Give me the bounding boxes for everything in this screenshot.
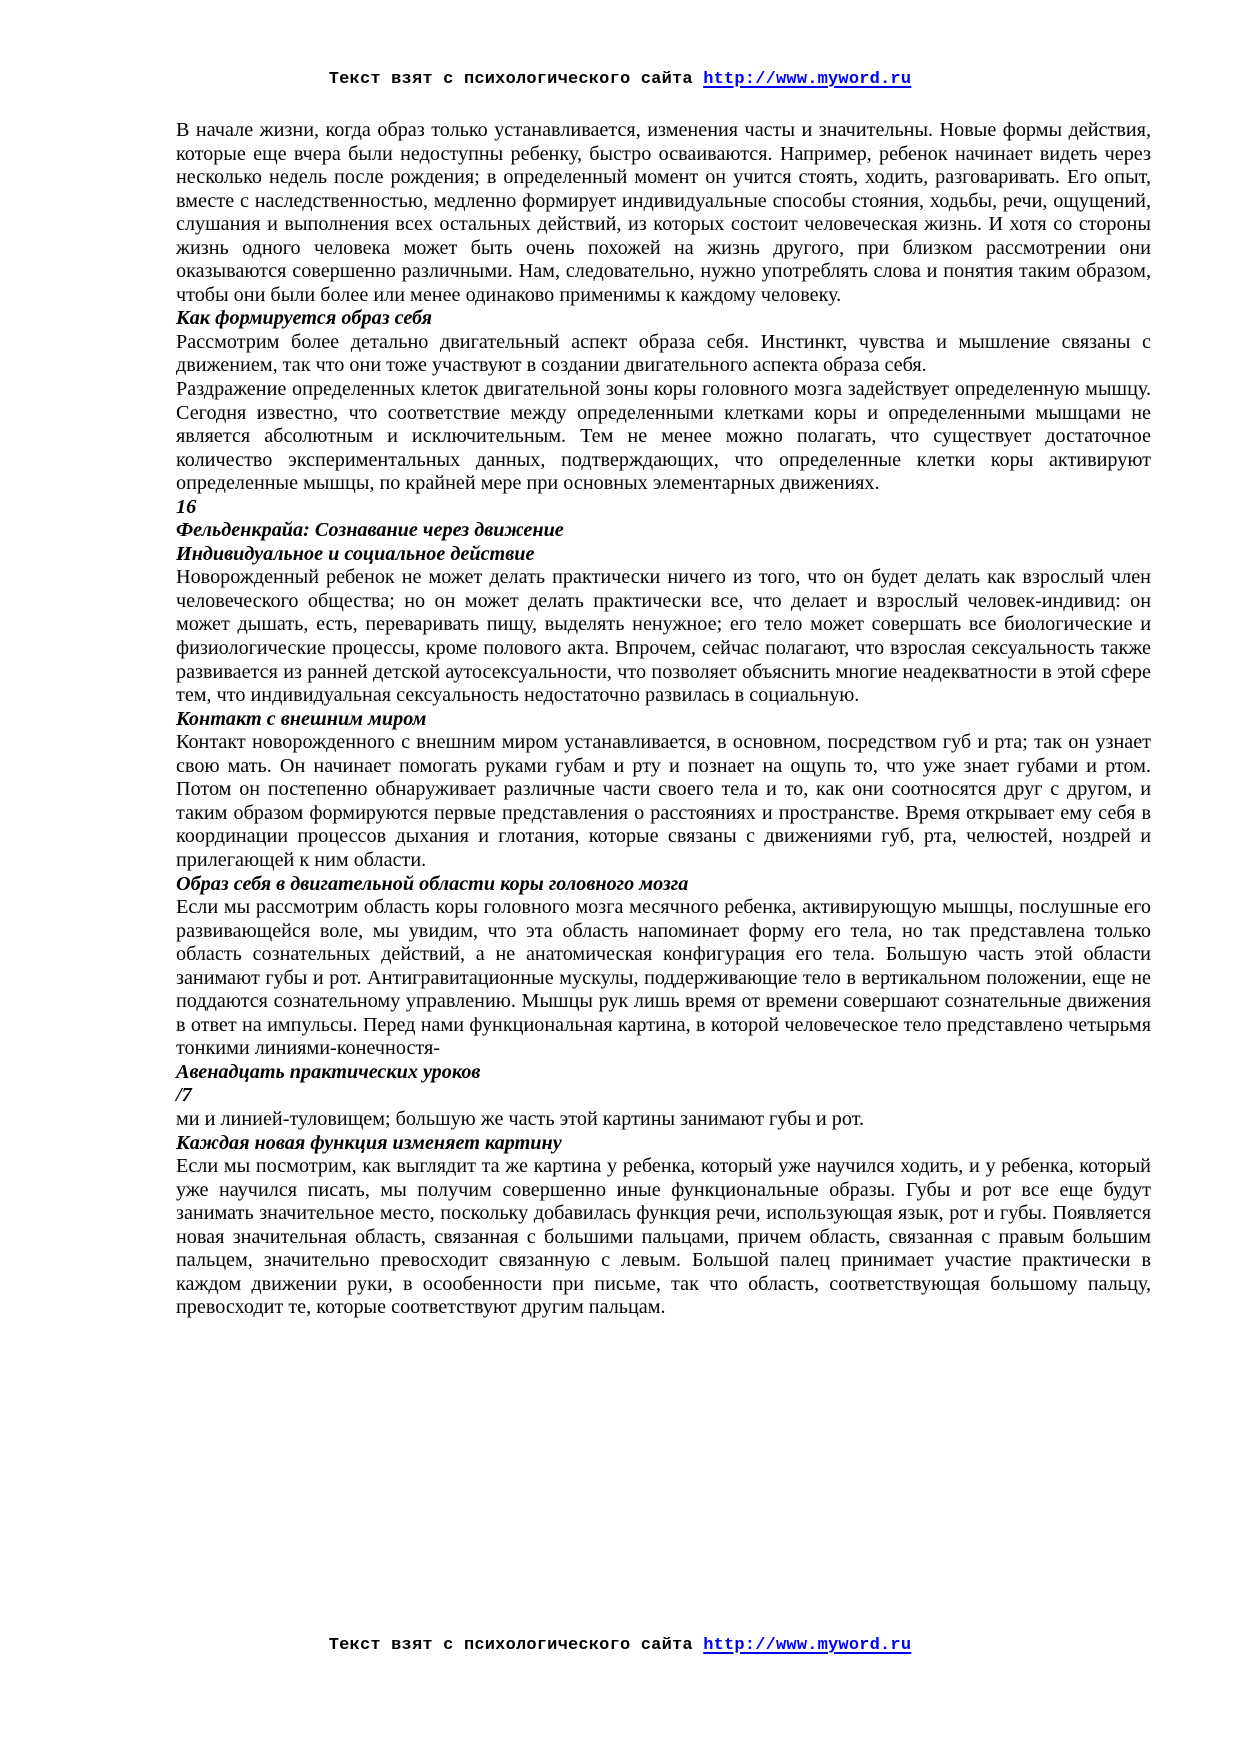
paragraph-cortex-stimulation: Раздражение определенных клеток двигательной зоны коры головного мозга задействует определенную мышцу. Сегодня известно, что соответствие между определенными клетками коры и определенными мышцами не является абсолютным и исключительным. Тем не менее можно полагать, что существует достаточное количество экспериментальных данных, подтверждающих, что определенные клетки коры активируют определенные мышцы, по крайней мере при основных элементарных движениях.	[176, 378, 1151, 495]
section-heading-individual-social: Индивидуальное и социальное действие	[176, 542, 535, 565]
paragraph-motor-cortex: Если мы рассмотрим область коры головного мозга месячного ребенка, активирующую мышцы, послушные его развивающейся воле, мы увидим, что эта область напоминает форму его тела, но так представлена только область сознательных действий, а не анатомическая конфигурация его тела. Большую часть этой области занимают губы и рот. Антигравитационные мускулы, поддерживающие тело в вертикальном положении, еще не поддаются сознательному управлению. Мышцы рук лишь время от времени совершают сознательные движения в ответ на импульсы. Перед нами функциональная картина, в которой человеческое тело представлено четырьмя тонкими линиями-конечностя-	[176, 896, 1151, 1060]
header-source-text: Текст взят с психологического сайта	[328, 70, 693, 89]
section-heading-motor-cortex: Образ себя в двигательной области коры головного мозга	[176, 872, 689, 895]
page-number-16: 16	[176, 495, 197, 518]
page-header	[0, 70, 1240, 89]
section-heading-contact-world: Контакт с внешним миром	[176, 707, 427, 730]
footer-site-link[interactable]: http://www.myword.ru	[703, 1636, 912, 1655]
page-footer	[0, 1636, 1240, 1655]
section-heading-self-image-formation: Как формируется образ себя	[176, 307, 432, 330]
document-body	[176, 119, 1151, 1320]
section-heading-new-function: Каждая новая функция изменяет картину	[176, 1131, 562, 1154]
paragraph-early-life: В начале жизни, когда образ только устанавливается, изменения часты и значительны. Новые формы действия, которые еще вчера были недоступны ребенку, быстро осваиваются. Например, ребенок начинает видеть через несколько недель после рождения; в определенный момент он учится стоять, ходить, разговаривать. Его опыт, вместе с наследственностью, медленно формирует индивидуальные способы стояния, ходьбы, речи, ощущений, слушания и выполнения всех остальных действий, из которых состоит человеческая жизнь. И хотя со стороны жизнь одного человека может быть очень похожей на жизнь другого, при близком рассмотрении они оказываются совершенно различными. Нам, следовательно, нужно употреблять слова и понятия таким образом, чтобы они были более или менее одинаково применимы к каждому человеку.	[176, 119, 1151, 306]
running-title-feldenkrais: Фельденкрайа: Сознавание через движение	[176, 519, 564, 542]
paragraph-contact-world: Контакт новорожденного с внешним миром устанавливается, в основном, посредством губ и рта; так он узнает свою мать. Он начинает помогать руками губам и рту и познает на ощупь то, что уже знает губами и ртом. Потом он постепенно обнаруживает различные части своего тела и то, как они соотносятся друг с другом, и таким образом формируются первые представления о расстояниях и пространстве. Время открывает ему себя в координации процессов дыхания и глотания, которые связаны с движениями губ, рта, челюстей, ноздрей и прилегающей к ним области.	[176, 731, 1151, 871]
running-title-practical-lessons: Авенадцать практических уроков	[176, 1060, 481, 1083]
paragraph-new-function: Если мы посмотрим, как выглядит та же картина у ребенка, который уже научился ходить, и у ребенка, который уже научился писать, мы получим совершенно иные функциональные образы. Губы и рот все еще будут занимать значительное место, поскольку добавилась функция речи, использующая язык, рот и губы. Появляется новая значительная область, связанная с большими пальцами, причем область, связанная с правым большим пальцем, значительно превосходит связанную с левым. Большой палец принимает участие практически в каждом движении руки, в осообенности при письме, так что область, соответствующая большому пальцу, превосходит те, которые соответствуют другим пальцам.	[176, 1155, 1151, 1319]
paragraph-motor-aspect: Рассмотрим более детально двигательный аспект образа себя. Инстинкт, чувства и мышление связаны с движением, так что они тоже участвуют в создании двигательного аспекта образа себя.	[176, 330, 1151, 377]
paragraph-newborn: Новорожденный ребенок не может делать практически ничего из того, что он будет делать как взрослый член человеческого общества; но он может делать практически все, что делает и взрослый человек-индивид: он может дышать, есть, переваривать пищу, выделять ненужное; его тело может совершать все биологические и физиологические процессы, кроме полового акта. Впрочем, сейчас полагают, что взрослая сексуальность также развивается из ранней детской аутосексуальности, что позволяет объяснить многие неадекватности в этой сфере тем, что индивидуальная сексуальность недостаточно развилась в социальную.	[176, 566, 1151, 707]
footer-source-text: Текст взят с психологического сайта	[328, 1636, 693, 1655]
paragraph-continuation: ми и линией-туловищем; большую же часть этой картины занимают губы и рот.	[176, 1107, 865, 1130]
page-number-17: /7	[176, 1084, 192, 1107]
header-site-link[interactable]: http://www.myword.ru	[703, 70, 912, 89]
